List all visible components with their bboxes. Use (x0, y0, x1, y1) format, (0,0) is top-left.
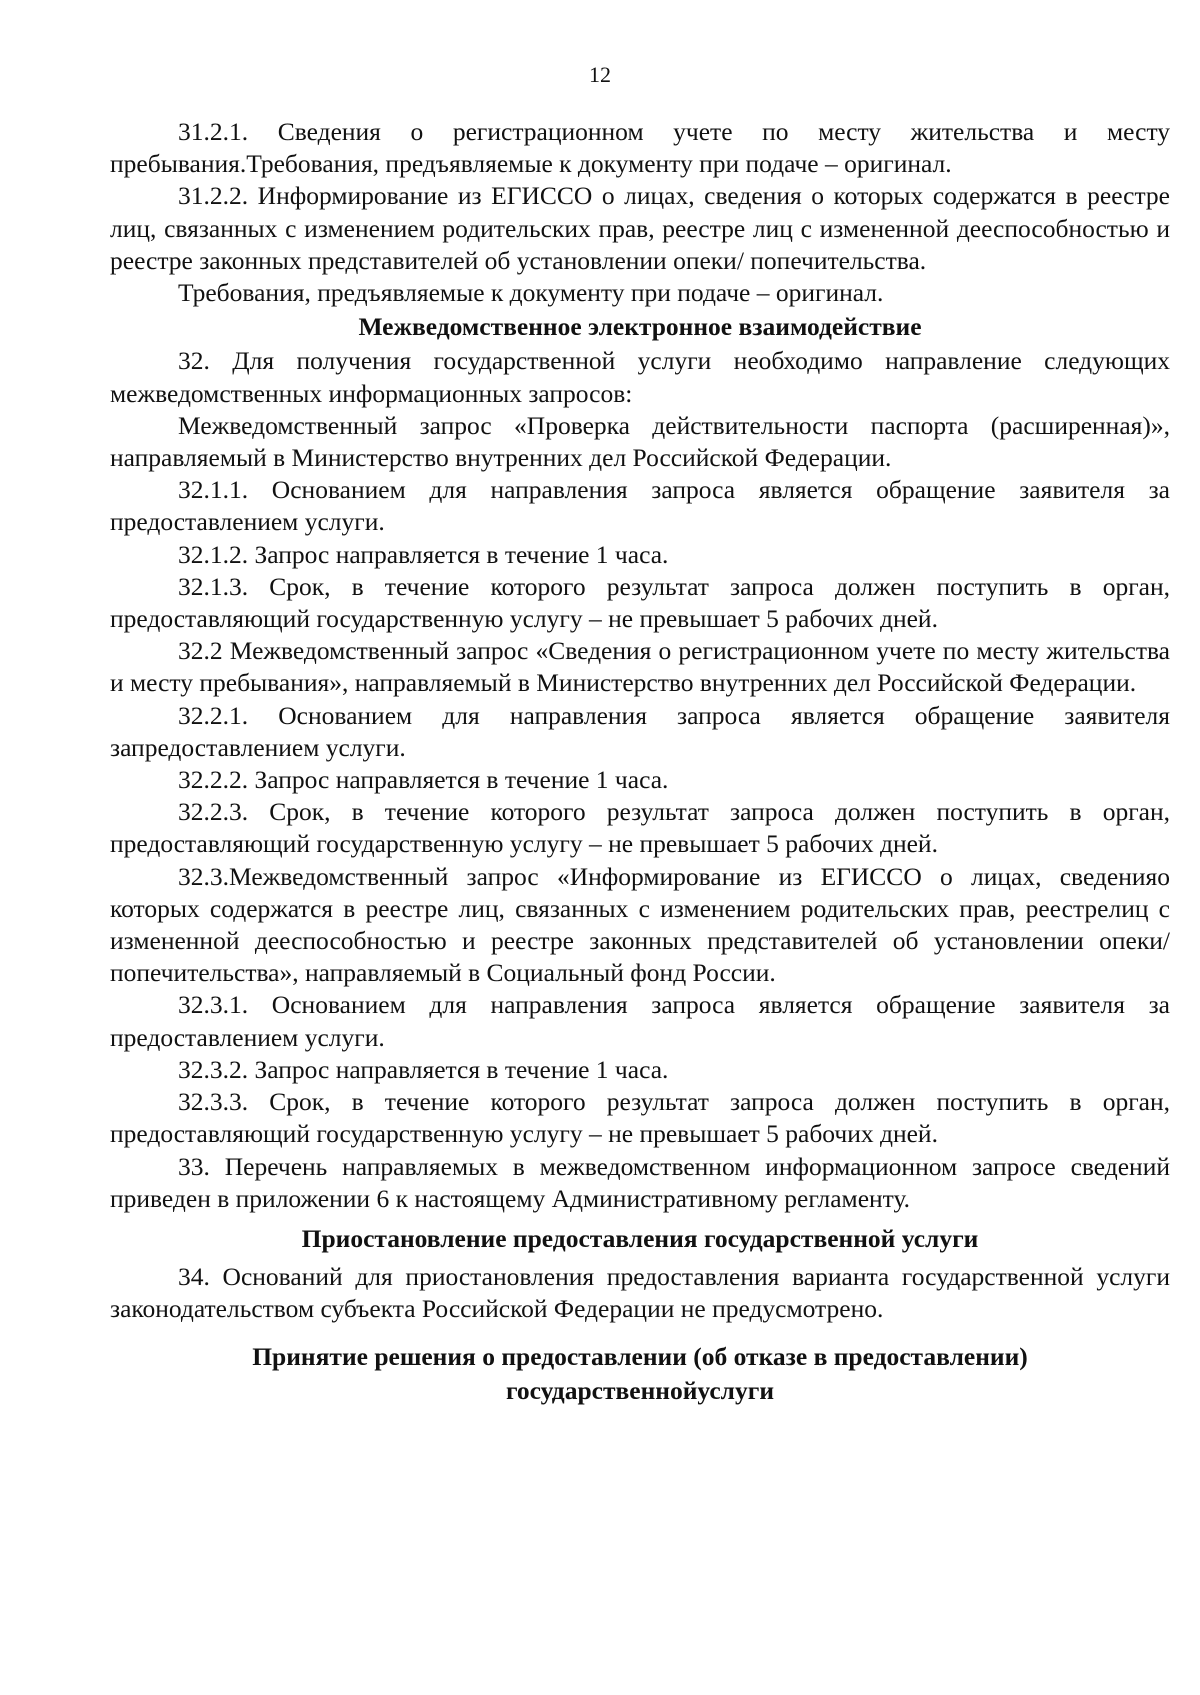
paragraph-32-1: Межведомственный запрос «Проверка действительности паспорта (расширенная)», направляемый в Министерство внутренних дел Российской Федерации. (110, 410, 1170, 473)
heading-interagency-interaction: Межведомственное электронное взаимодействие (358, 312, 922, 342)
paragraph-32: 32. Для получения государственной услуги необходимо направление следующих межведомственных информационных запросов: (110, 346, 1170, 408)
paragraph-32-1-2: 32.1.2. Запрос направляется в течение 1 часа. (178, 539, 669, 569)
page-number: 12 (589, 62, 611, 87)
paragraph-34: 34. Оснований для приостановления предоставления варианта государственной услуги законодательством субъекта Российской Федерации не предусмотрено. (110, 1262, 1170, 1324)
paragraph-32-3-1: 32.3.1. Основанием для направления запроса является обращение заявителя за предоставлением услуги. (110, 990, 1170, 1052)
paragraph-32-2-3: 32.2.3. Срок, в течение которого результат запроса должен поступить в орган, предоставляющий государственную услугу – не превышает 5 рабочих дней. (110, 797, 1170, 859)
heading-decision (110, 1340, 1170, 1408)
paragraph-32-2-2: 32.2.2. Запрос направляется в течение 1 часа. (178, 765, 669, 795)
paragraph-32-3-2: 32.3.2. Запрос направляется в течение 1 часа. (178, 1054, 669, 1084)
paragraph-32-1-1: 32.1.1. Основанием для направления запроса является обращение заявителя за предоставлением услуги. (110, 475, 1170, 537)
paragraph-32-3: 32.3.Межведомственный запрос «Информирование из ЕГИССО о лицах, сведенияо которых содержатся в реестре лиц, связанных с изменением родительских прав, реестрелиц с измененной дееспособностью и реестре законных представителей об установлении опеки/ попечительства», направляемый в Социальный фонд России. (110, 861, 1170, 988)
heading-decision-line1: Принятие решения о предоставлении (об отказе в предоставлении) (252, 1341, 1028, 1371)
paragraph-32-2-1: 32.2.1. Основанием для направления запроса является обращение заявителя запредоставлением услуги. (110, 700, 1170, 762)
paragraph-31-2-1: 31.2.1. Сведения о регистрационном учете по месту жительства и месту пребывания.Требования, предъявляемые к документу при подаче – оригинал. (110, 117, 1170, 179)
paragraph-requirements: Требования, предъявляемые к документу при подаче – оригинал. (178, 278, 884, 308)
paragraph-32-1-3: 32.1.3. Срок, в течение которого результат запроса должен поступить в орган, предоставляющий государственную услугу – не превышает 5 рабочих дней. (110, 571, 1170, 634)
paragraph-32-3-3: 32.3.3. Срок, в течение которого результат запроса должен поступить в орган, предоставляющий государственную услугу – не превышает 5 рабочих дней. (110, 1087, 1170, 1149)
paragraph-33: 33. Перечень направляемых в межведомственном информационном запросе сведений приведен в приложении 6 к настоящему Административному регламенту. (110, 1151, 1170, 1213)
paragraph-32-2: 32.2 Межведомственный запрос «Сведения о регистрационном учете по месту жительства и месту пребывания», направляемый в Министерство внутренних дел Российской Федерации. (110, 636, 1170, 698)
heading-suspension: Приостановление предоставления государственной услуги (301, 1223, 979, 1253)
document-body (110, 116, 1170, 1410)
heading-decision-line2: государственнойуслуги (505, 1375, 775, 1405)
paragraph-31-2-2: 31.2.2. Информирование из ЕГИССО о лицах, сведения о которых содержатся в реестре лиц, связанных с изменением родительских прав, реестре лиц с измененной дееспособностью и реестре законных представителей об установлении опеки/ попечительства. (110, 181, 1170, 275)
